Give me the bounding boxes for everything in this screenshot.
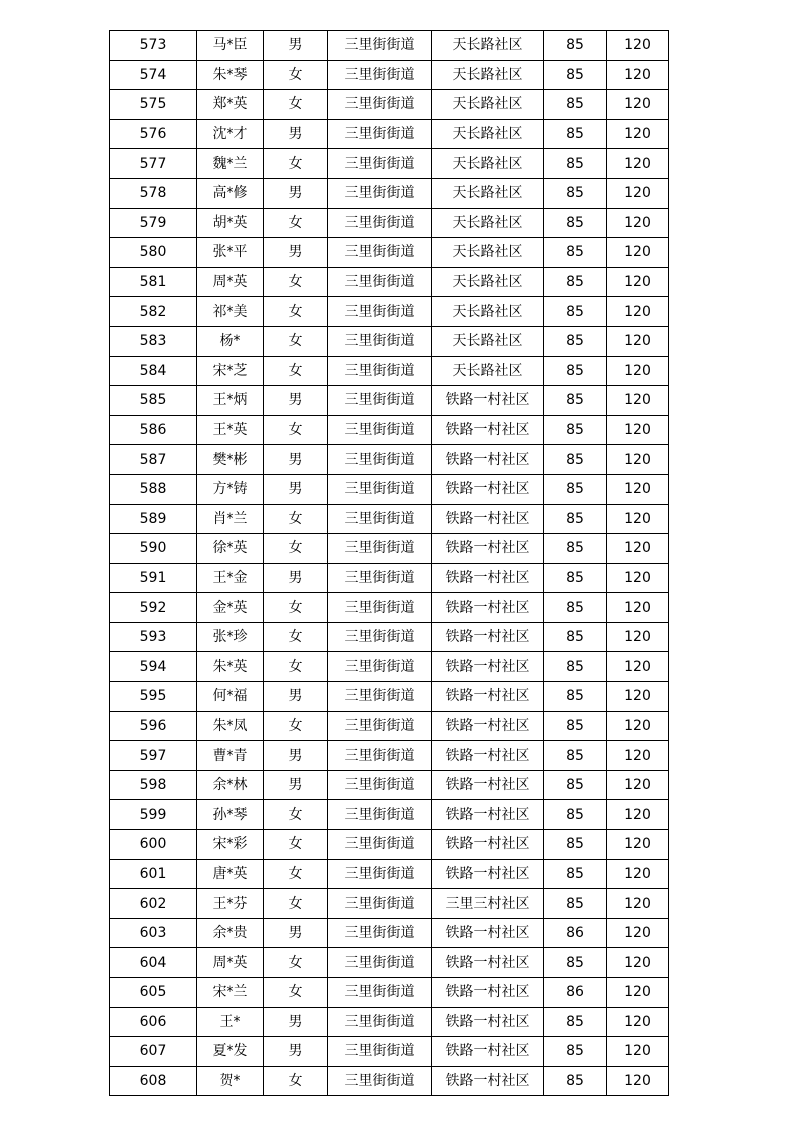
amount-cell: 120 [607, 859, 669, 889]
street-cell: 三里街街道 [328, 297, 432, 327]
street-cell: 三里街街道 [328, 534, 432, 564]
community-cell: 天长路社区 [432, 238, 544, 268]
name-cell: 贺* [197, 1066, 264, 1096]
gender-cell: 男 [264, 119, 328, 149]
community-cell: 铁路一村社区 [432, 1037, 544, 1067]
serial-number-cell: 578 [110, 178, 197, 208]
amount-cell: 120 [607, 386, 669, 416]
amount-cell: 120 [607, 711, 669, 741]
street-cell: 三里街街道 [328, 830, 432, 860]
table-row [110, 1037, 669, 1067]
table-row [110, 415, 669, 445]
name-cell: 王*炳 [197, 386, 264, 416]
gender-cell: 女 [264, 90, 328, 120]
table-row [110, 149, 669, 179]
amount-cell: 120 [607, 326, 669, 356]
serial-number-cell: 585 [110, 386, 197, 416]
community-cell: 铁路一村社区 [432, 682, 544, 712]
amount-cell: 120 [607, 267, 669, 297]
gender-cell: 女 [264, 415, 328, 445]
name-cell: 朱*英 [197, 652, 264, 682]
age-cell: 85 [544, 1037, 607, 1067]
gender-cell: 男 [264, 918, 328, 948]
name-cell: 金*英 [197, 593, 264, 623]
table-row [110, 918, 669, 948]
name-cell: 魏*兰 [197, 149, 264, 179]
gender-cell: 男 [264, 563, 328, 593]
roster-page [109, 30, 668, 1096]
amount-cell: 120 [607, 445, 669, 475]
community-cell: 天长路社区 [432, 90, 544, 120]
amount-cell: 120 [607, 119, 669, 149]
name-cell: 王* [197, 1007, 264, 1037]
table-row [110, 1007, 669, 1037]
name-cell: 孙*琴 [197, 800, 264, 830]
community-cell: 铁路一村社区 [432, 978, 544, 1008]
age-cell: 85 [544, 800, 607, 830]
amount-cell: 120 [607, 593, 669, 623]
community-cell: 铁路一村社区 [432, 918, 544, 948]
age-cell: 85 [544, 948, 607, 978]
community-cell: 铁路一村社区 [432, 741, 544, 771]
amount-cell: 120 [607, 830, 669, 860]
street-cell: 三里街街道 [328, 682, 432, 712]
serial-number-cell: 598 [110, 770, 197, 800]
gender-cell: 女 [264, 149, 328, 179]
name-cell: 肖*兰 [197, 504, 264, 534]
gender-cell: 女 [264, 859, 328, 889]
street-cell: 三里街街道 [328, 504, 432, 534]
gender-cell: 男 [264, 1037, 328, 1067]
age-cell: 85 [544, 682, 607, 712]
gender-cell: 女 [264, 60, 328, 90]
age-cell: 85 [544, 90, 607, 120]
community-cell: 三里三村社区 [432, 889, 544, 919]
street-cell: 三里街街道 [328, 149, 432, 179]
serial-number-cell: 576 [110, 119, 197, 149]
age-cell: 85 [544, 830, 607, 860]
amount-cell: 120 [607, 563, 669, 593]
name-cell: 周*英 [197, 267, 264, 297]
serial-number-cell: 606 [110, 1007, 197, 1037]
amount-cell: 120 [607, 741, 669, 771]
gender-cell: 女 [264, 297, 328, 327]
gender-cell: 男 [264, 770, 328, 800]
gender-cell: 女 [264, 711, 328, 741]
age-cell: 85 [544, 770, 607, 800]
name-cell: 沈*才 [197, 119, 264, 149]
age-cell: 85 [544, 326, 607, 356]
street-cell: 三里街街道 [328, 889, 432, 919]
gender-cell: 女 [264, 504, 328, 534]
amount-cell: 120 [607, 31, 669, 61]
table-row [110, 563, 669, 593]
name-cell: 郑*英 [197, 90, 264, 120]
street-cell: 三里街街道 [328, 386, 432, 416]
name-cell: 余*林 [197, 770, 264, 800]
community-cell: 铁路一村社区 [432, 830, 544, 860]
street-cell: 三里街街道 [328, 622, 432, 652]
name-cell: 周*英 [197, 948, 264, 978]
street-cell: 三里街街道 [328, 326, 432, 356]
table-row [110, 622, 669, 652]
community-cell: 铁路一村社区 [432, 770, 544, 800]
community-cell: 铁路一村社区 [432, 474, 544, 504]
community-cell: 天长路社区 [432, 356, 544, 386]
amount-cell: 120 [607, 1037, 669, 1067]
amount-cell: 120 [607, 534, 669, 564]
amount-cell: 120 [607, 297, 669, 327]
roster-table [109, 30, 669, 1096]
gender-cell: 男 [264, 386, 328, 416]
street-cell: 三里街街道 [328, 948, 432, 978]
table-row [110, 326, 669, 356]
name-cell: 余*贵 [197, 918, 264, 948]
table-row [110, 178, 669, 208]
serial-number-cell: 581 [110, 267, 197, 297]
table-row [110, 534, 669, 564]
community-cell: 铁路一村社区 [432, 622, 544, 652]
street-cell: 三里街街道 [328, 415, 432, 445]
gender-cell: 女 [264, 534, 328, 564]
community-cell: 铁路一村社区 [432, 859, 544, 889]
age-cell: 86 [544, 978, 607, 1008]
street-cell: 三里街街道 [328, 90, 432, 120]
name-cell: 祁*美 [197, 297, 264, 327]
serial-number-cell: 608 [110, 1066, 197, 1096]
name-cell: 王*芬 [197, 889, 264, 919]
community-cell: 天长路社区 [432, 267, 544, 297]
amount-cell: 120 [607, 149, 669, 179]
street-cell: 三里街街道 [328, 1007, 432, 1037]
age-cell: 85 [544, 504, 607, 534]
amount-cell: 120 [607, 60, 669, 90]
serial-number-cell: 602 [110, 889, 197, 919]
table-row [110, 978, 669, 1008]
table-row [110, 830, 669, 860]
age-cell: 85 [544, 445, 607, 475]
community-cell: 铁路一村社区 [432, 534, 544, 564]
amount-cell: 120 [607, 1066, 669, 1096]
table-row [110, 652, 669, 682]
name-cell: 宋*彩 [197, 830, 264, 860]
age-cell: 85 [544, 563, 607, 593]
gender-cell: 男 [264, 238, 328, 268]
gender-cell: 女 [264, 267, 328, 297]
community-cell: 铁路一村社区 [432, 415, 544, 445]
table-row [110, 119, 669, 149]
amount-cell: 120 [607, 918, 669, 948]
table-row [110, 682, 669, 712]
community-cell: 铁路一村社区 [432, 652, 544, 682]
amount-cell: 120 [607, 356, 669, 386]
age-cell: 85 [544, 889, 607, 919]
street-cell: 三里街街道 [328, 1037, 432, 1067]
table-row [110, 445, 669, 475]
age-cell: 85 [544, 119, 607, 149]
name-cell: 徐*英 [197, 534, 264, 564]
street-cell: 三里街街道 [328, 119, 432, 149]
street-cell: 三里街街道 [328, 859, 432, 889]
age-cell: 85 [544, 593, 607, 623]
age-cell: 85 [544, 208, 607, 238]
street-cell: 三里街街道 [328, 770, 432, 800]
name-cell: 夏*发 [197, 1037, 264, 1067]
street-cell: 三里街街道 [328, 356, 432, 386]
age-cell: 85 [544, 652, 607, 682]
amount-cell: 120 [607, 178, 669, 208]
age-cell: 85 [544, 859, 607, 889]
gender-cell: 男 [264, 178, 328, 208]
gender-cell: 女 [264, 830, 328, 860]
table-row [110, 474, 669, 504]
serial-number-cell: 605 [110, 978, 197, 1008]
serial-number-cell: 574 [110, 60, 197, 90]
age-cell: 85 [544, 1066, 607, 1096]
table-row [110, 208, 669, 238]
table-row [110, 386, 669, 416]
age-cell: 85 [544, 60, 607, 90]
street-cell: 三里街街道 [328, 918, 432, 948]
serial-number-cell: 604 [110, 948, 197, 978]
table-row [110, 1066, 669, 1096]
amount-cell: 120 [607, 889, 669, 919]
community-cell: 天长路社区 [432, 178, 544, 208]
table-row [110, 593, 669, 623]
name-cell: 高*修 [197, 178, 264, 208]
amount-cell: 120 [607, 90, 669, 120]
name-cell: 马*臣 [197, 31, 264, 61]
street-cell: 三里街街道 [328, 31, 432, 61]
name-cell: 张*珍 [197, 622, 264, 652]
amount-cell: 120 [607, 474, 669, 504]
gender-cell: 女 [264, 978, 328, 1008]
community-cell: 铁路一村社区 [432, 800, 544, 830]
serial-number-cell: 587 [110, 445, 197, 475]
table-row [110, 711, 669, 741]
street-cell: 三里街街道 [328, 238, 432, 268]
street-cell: 三里街街道 [328, 652, 432, 682]
community-cell: 铁路一村社区 [432, 711, 544, 741]
street-cell: 三里街街道 [328, 474, 432, 504]
serial-number-cell: 600 [110, 830, 197, 860]
serial-number-cell: 591 [110, 563, 197, 593]
community-cell: 天长路社区 [432, 60, 544, 90]
gender-cell: 女 [264, 948, 328, 978]
amount-cell: 120 [607, 948, 669, 978]
amount-cell: 120 [607, 208, 669, 238]
community-cell: 铁路一村社区 [432, 386, 544, 416]
street-cell: 三里街街道 [328, 800, 432, 830]
name-cell: 张*平 [197, 238, 264, 268]
amount-cell: 120 [607, 770, 669, 800]
community-cell: 天长路社区 [432, 119, 544, 149]
table-row [110, 90, 669, 120]
name-cell: 王*英 [197, 415, 264, 445]
community-cell: 天长路社区 [432, 326, 544, 356]
age-cell: 85 [544, 711, 607, 741]
serial-number-cell: 603 [110, 918, 197, 948]
name-cell: 王*金 [197, 563, 264, 593]
serial-number-cell: 579 [110, 208, 197, 238]
name-cell: 唐*英 [197, 859, 264, 889]
serial-number-cell: 582 [110, 297, 197, 327]
community-cell: 铁路一村社区 [432, 563, 544, 593]
gender-cell: 男 [264, 31, 328, 61]
table-row [110, 356, 669, 386]
table-row [110, 504, 669, 534]
table-row [110, 770, 669, 800]
amount-cell: 120 [607, 504, 669, 534]
gender-cell: 男 [264, 474, 328, 504]
age-cell: 85 [544, 178, 607, 208]
table-row [110, 297, 669, 327]
age-cell: 85 [544, 238, 607, 268]
street-cell: 三里街街道 [328, 178, 432, 208]
age-cell: 85 [544, 622, 607, 652]
name-cell: 何*福 [197, 682, 264, 712]
name-cell: 朱*凤 [197, 711, 264, 741]
name-cell: 胡*英 [197, 208, 264, 238]
serial-number-cell: 593 [110, 622, 197, 652]
serial-number-cell: 596 [110, 711, 197, 741]
gender-cell: 男 [264, 445, 328, 475]
serial-number-cell: 594 [110, 652, 197, 682]
age-cell: 86 [544, 918, 607, 948]
gender-cell: 男 [264, 682, 328, 712]
street-cell: 三里街街道 [328, 563, 432, 593]
amount-cell: 120 [607, 1007, 669, 1037]
gender-cell: 女 [264, 326, 328, 356]
serial-number-cell: 583 [110, 326, 197, 356]
gender-cell: 女 [264, 622, 328, 652]
street-cell: 三里街街道 [328, 1066, 432, 1096]
gender-cell: 女 [264, 800, 328, 830]
roster-body [110, 31, 669, 1096]
gender-cell: 女 [264, 593, 328, 623]
community-cell: 天长路社区 [432, 149, 544, 179]
name-cell: 杨* [197, 326, 264, 356]
serial-number-cell: 597 [110, 741, 197, 771]
age-cell: 85 [544, 534, 607, 564]
amount-cell: 120 [607, 682, 669, 712]
table-row [110, 238, 669, 268]
serial-number-cell: 607 [110, 1037, 197, 1067]
age-cell: 85 [544, 356, 607, 386]
table-row [110, 859, 669, 889]
community-cell: 铁路一村社区 [432, 504, 544, 534]
serial-number-cell: 595 [110, 682, 197, 712]
street-cell: 三里街街道 [328, 741, 432, 771]
age-cell: 85 [544, 267, 607, 297]
serial-number-cell: 601 [110, 859, 197, 889]
street-cell: 三里街街道 [328, 445, 432, 475]
gender-cell: 女 [264, 356, 328, 386]
amount-cell: 120 [607, 800, 669, 830]
gender-cell: 男 [264, 741, 328, 771]
gender-cell: 女 [264, 652, 328, 682]
serial-number-cell: 580 [110, 238, 197, 268]
table-row [110, 31, 669, 61]
gender-cell: 女 [264, 889, 328, 919]
serial-number-cell: 577 [110, 149, 197, 179]
community-cell: 天长路社区 [432, 297, 544, 327]
community-cell: 铁路一村社区 [432, 445, 544, 475]
amount-cell: 120 [607, 978, 669, 1008]
community-cell: 铁路一村社区 [432, 593, 544, 623]
name-cell: 朱*琴 [197, 60, 264, 90]
amount-cell: 120 [607, 415, 669, 445]
name-cell: 樊*彬 [197, 445, 264, 475]
age-cell: 85 [544, 149, 607, 179]
table-row [110, 267, 669, 297]
age-cell: 85 [544, 386, 607, 416]
name-cell: 方*铸 [197, 474, 264, 504]
serial-number-cell: 599 [110, 800, 197, 830]
amount-cell: 120 [607, 238, 669, 268]
amount-cell: 120 [607, 622, 669, 652]
street-cell: 三里街街道 [328, 267, 432, 297]
table-row [110, 948, 669, 978]
street-cell: 三里街街道 [328, 593, 432, 623]
amount-cell: 120 [607, 652, 669, 682]
age-cell: 85 [544, 1007, 607, 1037]
table-row [110, 741, 669, 771]
age-cell: 85 [544, 31, 607, 61]
age-cell: 85 [544, 297, 607, 327]
name-cell: 曹*青 [197, 741, 264, 771]
gender-cell: 女 [264, 208, 328, 238]
street-cell: 三里街街道 [328, 60, 432, 90]
serial-number-cell: 586 [110, 415, 197, 445]
gender-cell: 男 [264, 1007, 328, 1037]
community-cell: 铁路一村社区 [432, 948, 544, 978]
community-cell: 天长路社区 [432, 31, 544, 61]
community-cell: 天长路社区 [432, 208, 544, 238]
age-cell: 85 [544, 741, 607, 771]
age-cell: 85 [544, 415, 607, 445]
gender-cell: 女 [264, 1066, 328, 1096]
serial-number-cell: 592 [110, 593, 197, 623]
serial-number-cell: 573 [110, 31, 197, 61]
age-cell: 85 [544, 474, 607, 504]
serial-number-cell: 590 [110, 534, 197, 564]
street-cell: 三里街街道 [328, 208, 432, 238]
table-row [110, 889, 669, 919]
table-row [110, 800, 669, 830]
street-cell: 三里街街道 [328, 978, 432, 1008]
name-cell: 宋*兰 [197, 978, 264, 1008]
serial-number-cell: 589 [110, 504, 197, 534]
community-cell: 铁路一村社区 [432, 1066, 544, 1096]
serial-number-cell: 575 [110, 90, 197, 120]
name-cell: 宋*芝 [197, 356, 264, 386]
community-cell: 铁路一村社区 [432, 1007, 544, 1037]
serial-number-cell: 588 [110, 474, 197, 504]
street-cell: 三里街街道 [328, 711, 432, 741]
serial-number-cell: 584 [110, 356, 197, 386]
table-row [110, 60, 669, 90]
